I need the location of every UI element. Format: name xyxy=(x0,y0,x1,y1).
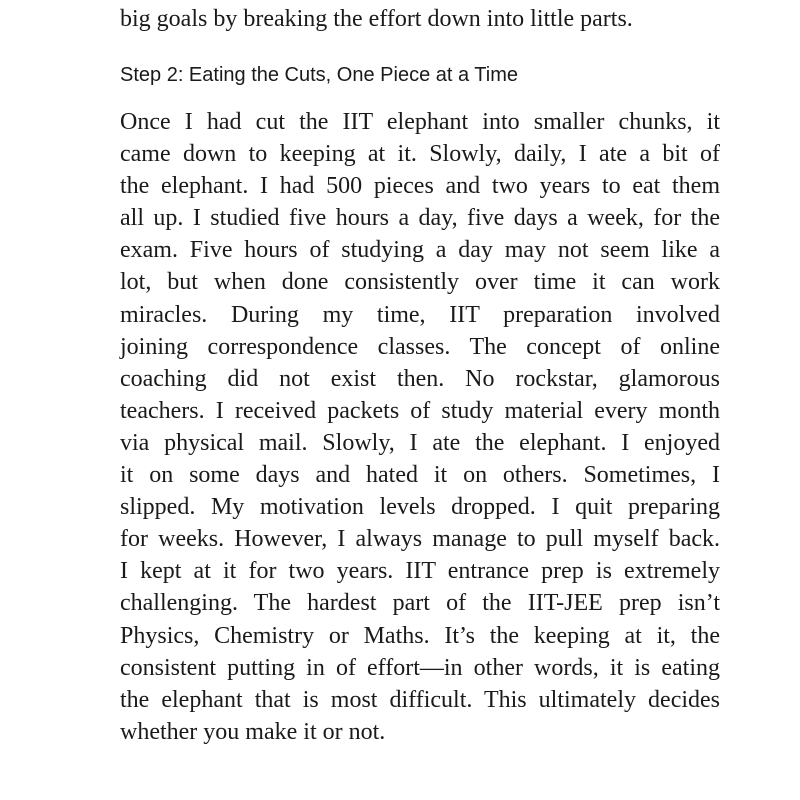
paragraph-line: I kept at it for two years. IIT entrance prep is extremely xyxy=(120,558,720,585)
paragraph-line: for weeks. However, I always manage to pull myself back. xyxy=(120,526,720,553)
paragraph-line: all up. I studied five hours a day, five days a week, for the xyxy=(120,205,720,232)
book-page xyxy=(120,0,720,800)
paragraph-line: came down to keeping at it. Slowly, daily, I ate a bit of xyxy=(120,141,720,168)
paragraph-line: Once I had cut the IIT elephant into smaller chunks, it xyxy=(120,109,720,135)
paragraph-line: the elephant that is most difficult. This ultimately decides xyxy=(120,686,720,713)
paragraph-line: it on some days and hated it on others. Sometimes, I xyxy=(120,462,720,489)
paragraph-line: exam. Five hours of studying a day may not seem like a xyxy=(120,237,720,264)
paragraph-line: challenging. The hardest part of the IIT-JEE prep isn’t xyxy=(120,590,720,617)
paragraph-line: teachers. I received packets of study material every month xyxy=(120,397,720,424)
paragraph-line: Physics, Chemistry or Maths. It’s the keeping at it, the xyxy=(120,622,720,649)
paragraph-line: consistent putting in of effort—in other words, it is eating xyxy=(120,654,720,681)
paragraph-line: miracles. During my time, IIT preparation involved xyxy=(120,301,720,328)
body-paragraph xyxy=(120,106,720,748)
section-heading: Step 2: Eating the Cuts, One Piece at a Time xyxy=(120,64,518,86)
paragraph-line: joining correspondence classes. The concept of online xyxy=(120,333,720,360)
paragraph-line: slipped. My motivation levels dropped. I quit preparing xyxy=(120,494,720,521)
paragraph-line: lot, but when done consistently over time it can work xyxy=(120,269,720,296)
paragraph-line: via physical mail. Slowly, I ate the elephant. I enjoyed xyxy=(120,429,720,456)
paragraph-line: the elephant. I had 500 pieces and two years to eat them xyxy=(120,173,720,200)
previous-paragraph-last-line: big goals by breaking the effort down into little parts. xyxy=(120,6,633,32)
paragraph-line: whether you make it or not. xyxy=(120,718,386,745)
paragraph-line: coaching did not exist then. No rockstar, glamorous xyxy=(120,365,720,392)
